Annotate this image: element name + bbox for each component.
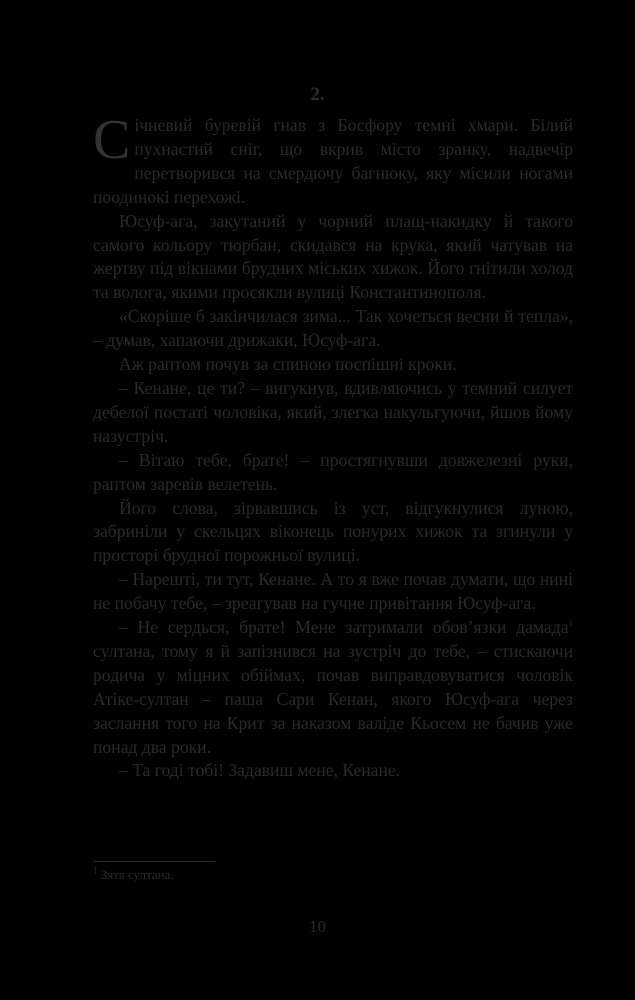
chapter-number: 2. xyxy=(310,84,325,105)
paragraph: «Скоріше б закінчилася зима... Так хочеться весни й тепла», – думав, хапаючи дрижаки, Юсуф-ага. xyxy=(93,306,573,351)
body-text xyxy=(93,109,573,783)
paragraph: Юсуф-ага, закутаний у чорний плащ-накидку й такого самого кольору тюрбан, скидався на крука, який чатував на жертву під вікнами брудних міських хижок. Його гнітили холод та волога, якими просякли вулиці Константинополя. xyxy=(93,210,573,303)
paragraph: – Кенане, це ти? – вигукнув, вдивляючись у темний силует дебелої постаті чоловіка, який, злегка накульгуючи, йшов йому назустріч. xyxy=(93,377,573,446)
paragraph-text: – Не сердься, брате! Мене затримали обов’язки дамада xyxy=(119,617,569,638)
paragraph xyxy=(93,109,573,210)
paragraph-text: султана, тому я й запізнився на зустріч до тебе, – стискаючи родича у міцних обіймах, почав виправдовуватися чоловік Атіке-султан – паша Сари Кенан, якого Юсуф-ага через заслання того на Крит за наказом валіде Кьосем не бачив уже понад два роки. xyxy=(93,640,573,757)
paragraph: Аж раптом почув за спиною поспішні кроки. xyxy=(119,354,457,375)
page-number: 10 xyxy=(309,917,326,936)
footnote-ref: 1 xyxy=(568,618,573,629)
footnote-text: Зятя султана. xyxy=(97,867,174,882)
paragraph: – Нарешті, ти тут, Кенане. А то я вже почав думати, що нині не побачу тебе, – зреагував на гучне привітання Юсуф-ага. xyxy=(93,569,573,614)
footnote xyxy=(93,867,174,883)
footnote-divider xyxy=(93,861,215,862)
paragraph: – Та годі тобі! Задавиш мене, Кенане. xyxy=(119,760,401,781)
paragraph: Його слова, зірвавшись із уст, відгукнулися луною, забриніли у скельцях віконець понурих хижок та згинули у просторі брудної порожньої вулиці. xyxy=(93,497,573,566)
paragraph xyxy=(93,616,573,759)
paragraph: – Вітаю тебе, брате! – простягнувши довжелезні руки, раптом заревів велетень. xyxy=(93,449,573,494)
paragraph-text: ічневий буревій гнав з Босфору темні хмари. Білий пухнастий сніг, що вкрив місто зранку, надвечір перетворився на смердючу багнюку, яку місили ногами поодинокі перехожі. xyxy=(93,115,573,207)
footnote-marker: 1 xyxy=(93,865,98,876)
drop-cap: С xyxy=(93,109,131,171)
